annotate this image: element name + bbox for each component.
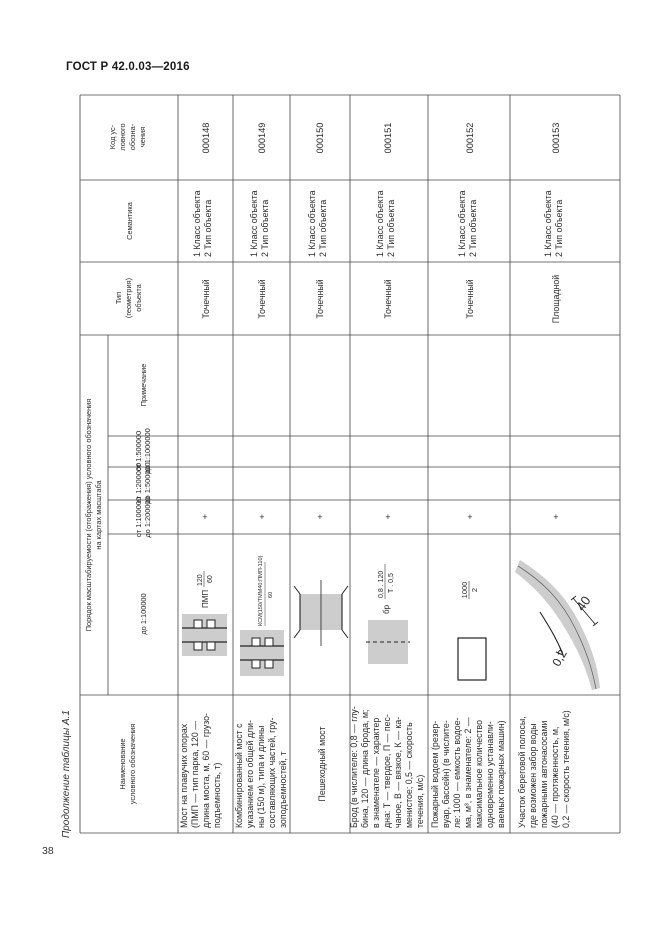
row-name (517, 710, 571, 828)
svg-text:0,8 . 120: 0,8 . 120 (378, 570, 385, 598)
svg-text:Тип: Тип (114, 291, 123, 305)
table-row (294, 123, 348, 802)
svg-text:Точечный: Точечный (201, 279, 211, 319)
svg-text:до 1:1000000: до 1:1000000 (143, 428, 152, 474)
svg-text:Код ус-: Код ус- (108, 124, 117, 150)
header-scale-100 (139, 593, 148, 634)
row-semantics (192, 190, 213, 257)
svg-text:течения, м/с): течения, м/с) (415, 774, 425, 828)
svg-text:120: 120 (197, 574, 204, 586)
svg-text:(ПМП — тип парка, 120 —: (ПМП — тип парка, 120 — (190, 720, 200, 828)
symbol-label (197, 571, 214, 608)
row-name (317, 726, 327, 801)
row-name (179, 713, 222, 828)
header-name (118, 724, 137, 805)
svg-text:указанием его общей дли-: указанием его общей дли- (245, 720, 255, 828)
svg-text:условного обозначения: условного обозначения (128, 723, 137, 805)
table-row (349, 123, 425, 828)
row-geometry (551, 275, 561, 323)
svg-text:ма, м³, в знаменателе: 2 —: ма, м³, в знаменателе: 2 — (463, 717, 473, 828)
scale-200-mark: + (467, 512, 473, 522)
scale-200-mark: + (202, 512, 208, 522)
svg-text:бр: бр (382, 604, 391, 614)
header-scale-1m (134, 428, 152, 473)
symbol-combined-bridge-icon (240, 630, 284, 676)
svg-text:2: 2 (470, 587, 479, 593)
svg-text:0,2 — скорость течения, м/с): 0,2 — скорость течения, м/с) (561, 710, 571, 828)
table-row (179, 123, 227, 828)
svg-text:где возможен забор воды: где возможен забор воды (528, 723, 538, 828)
svg-text:Точечный: Точечный (465, 279, 475, 319)
row-semantics (249, 190, 270, 257)
row-geometry (383, 279, 393, 318)
header-code (108, 123, 147, 150)
svg-text:до 1:500000: до 1:500000 (143, 462, 152, 504)
svg-text:чения: чения (138, 126, 147, 148)
svg-text:Примечание: Примечание (139, 363, 148, 407)
symbol-footbridge-icon (294, 580, 348, 646)
symbol-label (460, 581, 479, 599)
scale-200-mark: + (385, 512, 391, 522)
svg-text:пожарными автонасосами: пожарными автонасосами (539, 720, 549, 828)
svg-text:Пожарный водоем (резер-: Пожарный водоем (резер- (430, 720, 440, 828)
row-geometry (257, 279, 267, 318)
row-name (430, 717, 506, 828)
svg-text:в знаменателе — характер: в знаменателе — характер (371, 717, 381, 828)
svg-text:2 Тип объекта: 2 Тип объекта (318, 199, 328, 257)
svg-text:2 Тип объекта: 2 Тип объекта (260, 199, 270, 257)
svg-text:чаное, В — вязкое, К — ка-: чаное, В — вязкое, К — ка- (393, 716, 403, 828)
svg-text:2 Тип объекта: 2 Тип объекта (386, 199, 396, 257)
svg-text:2 Тип объекта: 2 Тип объекта (203, 199, 213, 257)
svg-text:Точечный: Точечный (383, 279, 393, 319)
header-semantics (125, 201, 134, 240)
symbol-fire-reservoir-icon (458, 638, 486, 680)
row-code (201, 123, 211, 154)
page-number: 38 (42, 845, 54, 857)
svg-text:до 1:200000: до 1:200000 (143, 496, 152, 538)
svg-text:000148: 000148 (201, 122, 211, 154)
symbol-shoreline-intake-icon (515, 560, 600, 690)
table-row (430, 123, 506, 828)
svg-text:0,2: 0,2 (549, 647, 570, 669)
svg-text:обозна-: обозна- (128, 123, 137, 151)
svg-text:от 1:200000: от 1:200000 (134, 462, 143, 504)
svg-text:(40 — протяженность, м,: (40 — протяженность, м, (550, 726, 560, 828)
symbol-label (378, 564, 395, 614)
svg-text:000150: 000150 (315, 122, 325, 154)
row-name (234, 718, 288, 828)
svg-text:зоподъемностей, т: зоподъемностей, т (278, 751, 288, 828)
svg-text:Наименование: Наименование (118, 738, 127, 790)
row-code (551, 123, 561, 154)
table-header (84, 123, 152, 804)
header-scale-group (84, 399, 103, 632)
scale-200-mark: + (259, 512, 265, 522)
table-row (234, 123, 288, 828)
svg-text:до 1:100000: до 1:100000 (139, 593, 148, 635)
svg-text:Точечный: Точечный (315, 279, 325, 319)
svg-text:на картах масштаба: на картах масштаба (94, 480, 103, 550)
scale-200-mark: + (317, 512, 323, 522)
document-header: ГОСТ Р 42.0.03—2016 (66, 61, 190, 73)
svg-text:менистое; 0,5 — скорость: менистое; 0,5 — скорость (404, 722, 414, 828)
row-code (315, 123, 325, 154)
svg-text:от 1:500000: от 1:500000 (134, 430, 143, 472)
symbol-ford-icon (366, 620, 410, 664)
svg-text:1 Класс объекта: 1 Класс объекта (457, 190, 467, 257)
svg-text:1000: 1000 (460, 581, 469, 599)
svg-text:одновременно устанавли-: одновременно устанавли- (485, 721, 495, 828)
svg-text:длина моста, м, 60 — грузо-: длина моста, м, 60 — грузо- (201, 713, 211, 828)
svg-text:000149: 000149 (257, 122, 267, 154)
svg-text:Пешеходный мост: Пешеходный мост (317, 726, 327, 802)
svg-text:от 1:100000: от 1:100000 (134, 496, 143, 538)
svg-text:000153: 000153 (551, 122, 561, 154)
svg-text:КСМ(150/ТММ40:ПМП-110): КСМ(150/ТММ40:ПМП-110) (258, 555, 264, 626)
svg-text:Площадной: Площадной (551, 274, 561, 324)
svg-text:1 Класс объекта: 1 Класс объекта (192, 190, 202, 257)
svg-text:ле: 1000 — емкость водое-: ле: 1000 — емкость водое- (452, 717, 462, 828)
symbol-label (258, 555, 274, 626)
svg-text:60: 60 (207, 575, 214, 583)
svg-text:1 Класс объекта: 1 Класс объекта (543, 190, 553, 257)
table-row (515, 123, 600, 828)
row-geometry (315, 279, 325, 318)
svg-text:ны (150 м), типа и длины: ны (150 м), типа и длины (256, 725, 266, 828)
svg-text:объекта: объекта (134, 284, 143, 312)
svg-text:подъемность, т): подъемность, т) (212, 762, 222, 828)
svg-text:Т . 0,5: Т . 0,5 (388, 573, 395, 593)
symbol-speed-label (549, 647, 570, 669)
svg-text:ловного: ловного (118, 123, 127, 151)
svg-text:максимальное количество: максимальное количество (474, 719, 484, 828)
svg-text:составляющих частей, гру-: составляющих частей, гру- (267, 717, 277, 828)
svg-text:1 Класс объекта: 1 Класс объекта (375, 190, 385, 257)
svg-text:Мост на плавучих опорах: Мост на плавучих опорах (179, 723, 189, 828)
row-geometry (465, 279, 475, 318)
svg-text:дна: Т — твердое, П — пес-: дна: Т — твердое, П — пес- (382, 714, 392, 828)
svg-text:Брод (в числителе: 0,8 — глу-: Брод (в числителе: 0,8 — глу- (349, 706, 359, 828)
svg-text:1 Класс объекта: 1 Класс объекта (249, 190, 259, 257)
svg-text:Порядок масштабируемости (отоб: Порядок масштабируемости (отображения) условного обозначения (84, 398, 93, 632)
row-code (383, 123, 393, 154)
svg-text:Точечный: Точечный (257, 279, 267, 319)
row-code (465, 123, 475, 154)
row-semantics (543, 190, 564, 257)
row-semantics (457, 190, 478, 257)
scale-200-mark: + (553, 512, 559, 522)
svg-text:Комбинированный мост с: Комбинированный мост с (234, 723, 244, 828)
row-name (349, 706, 425, 828)
header-note (139, 364, 148, 407)
svg-text:ПМП: ПМП (201, 589, 210, 608)
row-code (257, 123, 267, 154)
svg-text:вуар, бассейн) (в числите-: вуар, бассейн) (в числите- (441, 720, 451, 828)
svg-text:(геометрия): (геометрия) (124, 277, 133, 319)
svg-text:бина, 120 — длина брода, м;: бина, 120 — длина брода, м; (360, 709, 370, 828)
svg-text:000151: 000151 (383, 122, 393, 154)
svg-text:Семантика: Семантика (125, 202, 134, 240)
svg-text:2 Тип объекта: 2 Тип объекта (554, 199, 564, 257)
svg-text:40: 40 (573, 593, 594, 614)
row-semantics (375, 190, 396, 257)
row-semantics (307, 190, 328, 257)
svg-text:ваемых пожарных машин): ваемых пожарных машин) (496, 720, 506, 828)
symbol-pontoon-bridge-icon (182, 614, 227, 656)
svg-text:000152: 000152 (465, 122, 475, 154)
row-geometry (201, 279, 211, 318)
svg-text:Участок береговой полосы,: Участок береговой полосы, (517, 716, 527, 828)
svg-text:1 Класс объекта: 1 Класс объекта (307, 190, 317, 257)
header-geometry (114, 278, 143, 318)
svg-text:2 Тип объекта: 2 Тип объекта (468, 199, 478, 257)
table-caption: Продолжение таблицы А.1 (61, 710, 72, 838)
svg-text:60: 60 (268, 591, 274, 598)
